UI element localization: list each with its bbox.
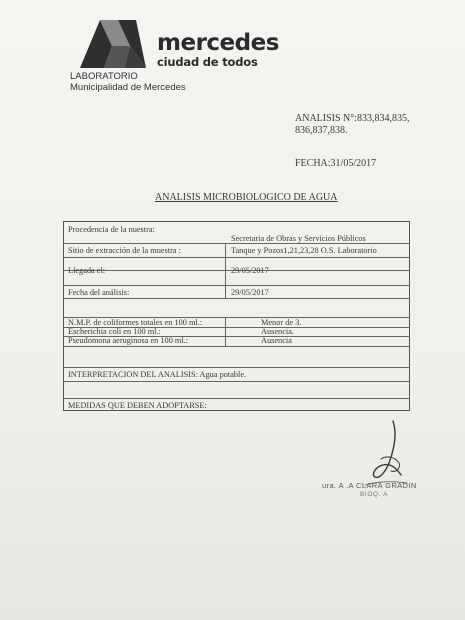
result-value: Ausencia (261, 336, 292, 345)
sitio-label: Sitio de extracción de la muestra : (68, 246, 181, 255)
table-rule (64, 367, 409, 368)
signature-name: ura. A .A CLARA GRADIN (322, 481, 417, 490)
table-divider (225, 317, 226, 346)
table-rule (64, 298, 409, 299)
medidas-label: MEDIDAS QUE DEBEN ADOPTARSE: (68, 401, 207, 410)
result-value: Ausencia. (261, 327, 294, 336)
table-rule (64, 398, 409, 399)
fecha-analisis-label: Fecha del análisis: (68, 288, 130, 297)
result-label: Escherichia coli en 100 ml.: (68, 327, 161, 336)
procedencia-value: Secretaria de Obras y Servicios Públicos (231, 234, 366, 243)
results-table (63, 221, 410, 411)
result-value: Menor de 3. (261, 318, 302, 327)
lab-subtitle: Municipalidad de Mercedes (70, 82, 186, 93)
mercedes-logo-icon (78, 18, 148, 70)
llegada-label: Llegada el: (68, 266, 106, 275)
table-rule (64, 257, 409, 258)
lab-title: LABORATORIO (70, 71, 138, 82)
result-label: N.M.P. de coliformes totales en 100 ml.: (68, 318, 203, 327)
table-rule (64, 346, 409, 347)
brand-tagline: ciudad de todos (157, 55, 258, 69)
table-rule (64, 285, 409, 286)
fecha-analisis-value: 29/05/2017 (231, 288, 269, 297)
signature-role: BIOQ. A (360, 491, 389, 498)
table-divider (225, 243, 226, 298)
document-title: ANALISIS MICROBIOLOGICO DE AGUA (155, 192, 338, 203)
analisis-number-line1: ANALISIS N°:833,834,835, (295, 113, 410, 124)
table-rule (64, 243, 409, 244)
llegada-value: 29/05/2017 (231, 266, 269, 275)
brand-name: mercedes (157, 30, 279, 56)
interpretacion-text: INTERPRETACION DEL ANALISIS: Agua potable. (68, 370, 247, 379)
table-rule (64, 381, 409, 382)
analisis-number-line2: 836,837,838. (295, 125, 348, 136)
sitio-value: Tanque y Pozos1,21,23,28 O.S. Laboratorio (231, 246, 377, 255)
result-label: Pseudomona aeruginosa en 100 ml.: (68, 336, 189, 345)
report-date: FECHA:31/05/2017 (295, 158, 377, 169)
procedencia-label: Procedencia de la nuestra: (68, 225, 155, 234)
